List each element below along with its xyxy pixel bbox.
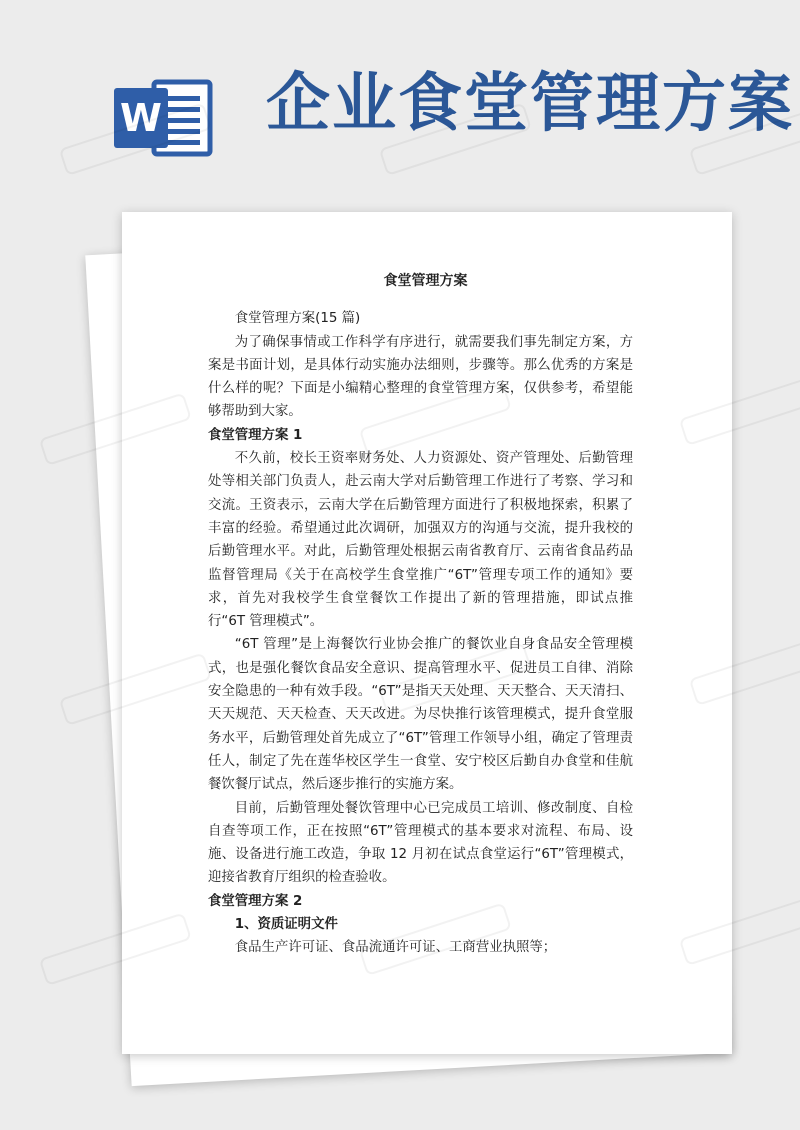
document-title: 食堂管理方案 [383,273,468,289]
document-content [208,270,633,960]
document-page [122,212,732,1054]
section1-paragraph-1: 不久前，校长王资率财务处、人力资源处、资产管理处、后勤管理处等相关部门负责人，赴云南大学对后勤管理工作进行了考察、学习和交流。王资表示，云南大学在后勤管理方面进行了积极地探索，积累了丰富的经验。希望通过此次调研，加强双方的沟通与交流，提升我校的后勤管理水平。对此，后勤管理处根据云南省教育厅、云南省食品药品监督管理局《关于在高校学生食堂推广“6T”管理专项工作的通知》要求，首先对我校学生食堂餐饮工作提出了新的管理措施，即试点推行“6T 管理模式”。 [208,451,633,630]
intro-paragraph: 为了确保事情或工作科学有序进行，就需要我们事先制定方案，方案是书面计划，是具体行动实施办法细则，步骤等。那么优秀的方案是什么样的呢？下面是小编精心整理的食堂管理方案，仅供参考，希望能够帮助到大家。 [208,334,633,420]
svg-text:W: W [120,96,162,140]
page-title: 企业食堂管理方案 [266,66,794,141]
page-header [0,0,800,200]
section2-subheading: 1、资质证明文件 [234,917,338,933]
document-subtitle: 食堂管理方案(15 篇) [234,311,361,327]
section1-paragraph-2: “6T 管理”是上海餐饮行业协会推广的餐饮业自身食品安全管理模式，也是强化餐饮食品安全意识、提高管理水平、促进员工自律、消除安全隐患的一种有效手段。“6T”是指天天处理、天天整合、天天清扫、天天规范、天天检查、天天改进。为尽快推行该管理模式，提升食堂服务水平，后勤管理处首先成立了“6T”管理工作领导小组，确定了管理责任人，制定了先在莲华校区学生一食堂、安宁校区后勤自办食堂和佳航餐饮餐厅试点，然后逐步推行的实施方案。 [208,637,633,793]
word-document-icon [112,76,216,160]
section2-heading: 食堂管理方案 2 [208,893,303,909]
section1-heading: 食堂管理方案 1 [208,427,303,443]
section2-paragraph-1: 食品生产许可证、食品流通许可证、工商营业执照等； [234,940,557,956]
section1-paragraph-3: 目前，后勤管理处餐饮管理中心已完成员工培训、修改制度、自检自查等项工作，正在按照“6T”管理模式的基本要求对流程、布局、设施、设备进行施工改造，争取 12 月初在试点食堂运行“6T”管理模式，迎接省教育厅组织的检查验收。 [208,800,633,886]
